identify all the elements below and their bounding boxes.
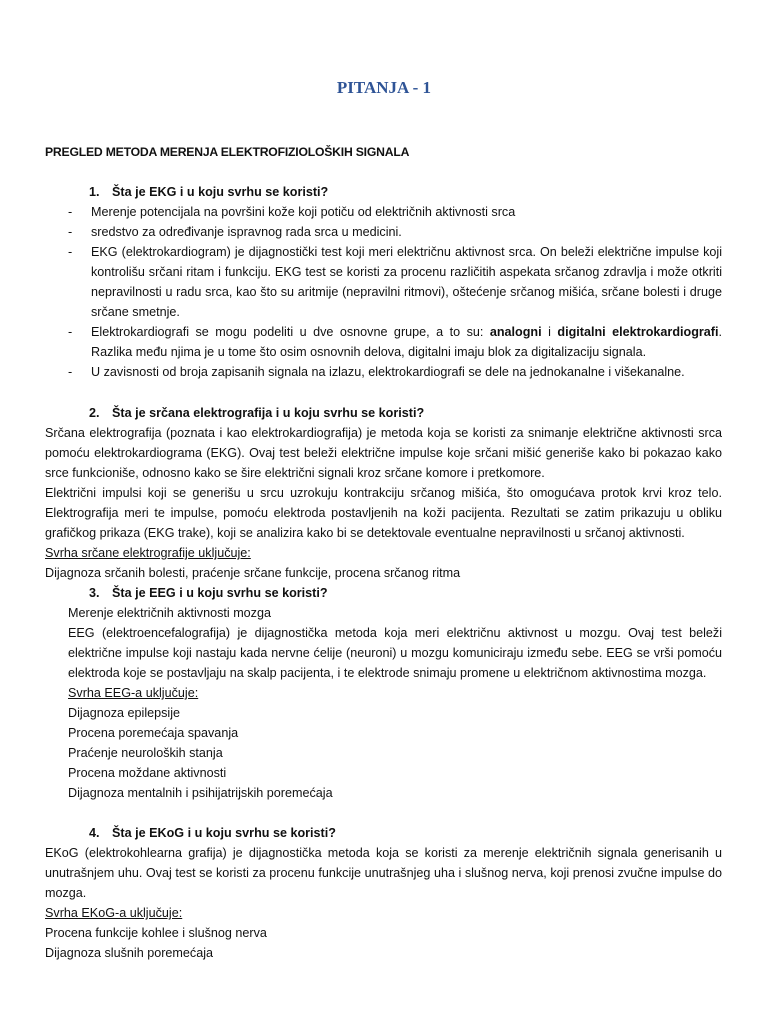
paragraph: EEG (elektroencefalografija) je dijagnostička metoda koja meri električnu aktivnost u mozgu. Ovaj test beleži električne impulse koji nastaju kada nervne ćelije (neuroni) u mozgu komuniciraju između sebe. EEG se vrši pomoću elektroda koje se postavljaju na skalp pacijenta, i te elektrode snimaju promene u električnom aktivnostima mozga. (68, 626, 722, 680)
bullet-text: Elektrokardiografi se mogu podeliti u dve osnovne grupe, a to su: (91, 325, 490, 339)
list-item: Procena moždane aktivnosti (68, 766, 227, 780)
paragraph: Električni impulsi koji se generišu u srcu uzrokuju kontrakciju srčanog mišića, što omogućava protok krvi kroz telo. Elektrografija meri te impulse, pomoću elektroda postavljenih na koži pacijenta. Rezultati se zatim prikazuju u obliku grafičkog prikaza (EKG trake), koji se analizira kako bi se detektovale eventualne nepravilnosti u srčanoj aktivnosti. (45, 486, 722, 540)
purpose-heading: Svrha EKoG-a uključuje: (45, 906, 183, 920)
text-line: Merenje električnih aktivnosti mozga (68, 606, 271, 620)
list-item: Procena funkcije kohlee i slušnog nerva (45, 926, 267, 940)
bullet-text: . Razlika među njima je u tome što osim osnovnih delova, digitalni imaju blok za digitalizaciju signala. (91, 325, 723, 359)
bullet-item: - U zavisnosti od broja zapisanih signala na izlazu, elektrokardiografi se dele na jednokanalne i višekanalne. (45, 362, 722, 382)
purpose-heading: Svrha srčane elektrografije uključuje: (45, 546, 251, 560)
question-3-heading (89, 583, 689, 603)
list-item: Dijagnoza slušnih poremećaja (45, 946, 214, 960)
purpose-text: Dijagnoza srčanih bolesti, praćenje srčane funkcije, procena srčanog ritma (45, 566, 461, 580)
bullet-item (45, 322, 722, 362)
question-2-heading (89, 403, 689, 423)
bullet-text: i (541, 325, 558, 339)
paragraph: Srčana elektrografija (poznata i kao elektrokardiografija) je metoda koja se koristi za snimanje električne aktivnosti srca pomoću elektrokardiograma (EKG). Ovaj test beleži električne impulse koje srčani mišić generiše kako bi pokazao kako srce funkcioniše, odnosno kako se šire električni signali kroz srčane komore i pretkomore. (45, 426, 722, 480)
question-2-number: 2. (89, 406, 100, 420)
bullet-item: - sredstvo za određivanje ispravnog rada srca u medicini. (45, 222, 722, 242)
page-title: PITANJA - 1 (336, 78, 432, 97)
list-item: Procena poremećaja spavanja (68, 726, 239, 740)
list-item: Dijagnoza epilepsije (68, 706, 181, 720)
paragraph: EKoG (elektrokohlearna grafija) je dijagnostička metoda koja se koristi za merenje električnih signala generisanih u unutrašnjem uhu. Ovaj test se koristi za procenu funkcije unutrašnjeg uha i slušnog nerva, koji prenosi zvučne impulse do mozga. (45, 846, 722, 900)
question-1-number: 1. (89, 185, 100, 199)
bullet-item: - EKG (elektrokardiogram) je dijagnostički test koji meri električnu aktivnost srca. On beleži električne impulse koji kontrolišu srčani ritam i funkciju. EKG test se koristi za procenu različitih aspekata srčanog zdravlja i može otkriti nepravilnosti u radu srca, kao što su aritmije (nepravilni ritmovi), oštećenje srčanog mišića, srčane bolesti i druge srčane smetnje. (45, 242, 722, 322)
bold-term-analog: analogni (489, 325, 542, 339)
bold-term-digital: digitalni elektrokardiografi (557, 325, 719, 339)
question-1-bullets (45, 202, 722, 382)
purpose-heading: Svrha EEG-a uključuje: (68, 686, 199, 700)
purpose-list (45, 923, 722, 963)
question-4-number: 4. (89, 826, 100, 840)
question-1-text: Šta je EKG i u koju svrhu se koristi? (112, 185, 329, 199)
section-heading: PREGLED METODA MERENJA ELEKTROFIZIOLOŠKIH SIGNALA (45, 145, 410, 159)
question-3-number: 3. (89, 586, 100, 600)
question-1-heading (89, 182, 689, 202)
bullet-item: - Merenje potencijala na površini kože koji potiču od električnih aktivnosti srca (45, 202, 722, 222)
question-2-text: Šta je srčana elektrografija i u koju svrhu se koristi? (112, 406, 425, 420)
list-item: Praćenje neuroloških stanja (68, 746, 223, 760)
list-item: Dijagnoza mentalnih i psihijatrijskih poremećaja (68, 786, 333, 800)
purpose-list (68, 703, 745, 803)
question-4-text: Šta je EKoG i u koju svrhu se koristi? (112, 826, 336, 840)
question-4-heading (89, 823, 689, 843)
question-3-text: Šta je EEG i u koju svrhu se koristi? (112, 586, 328, 600)
